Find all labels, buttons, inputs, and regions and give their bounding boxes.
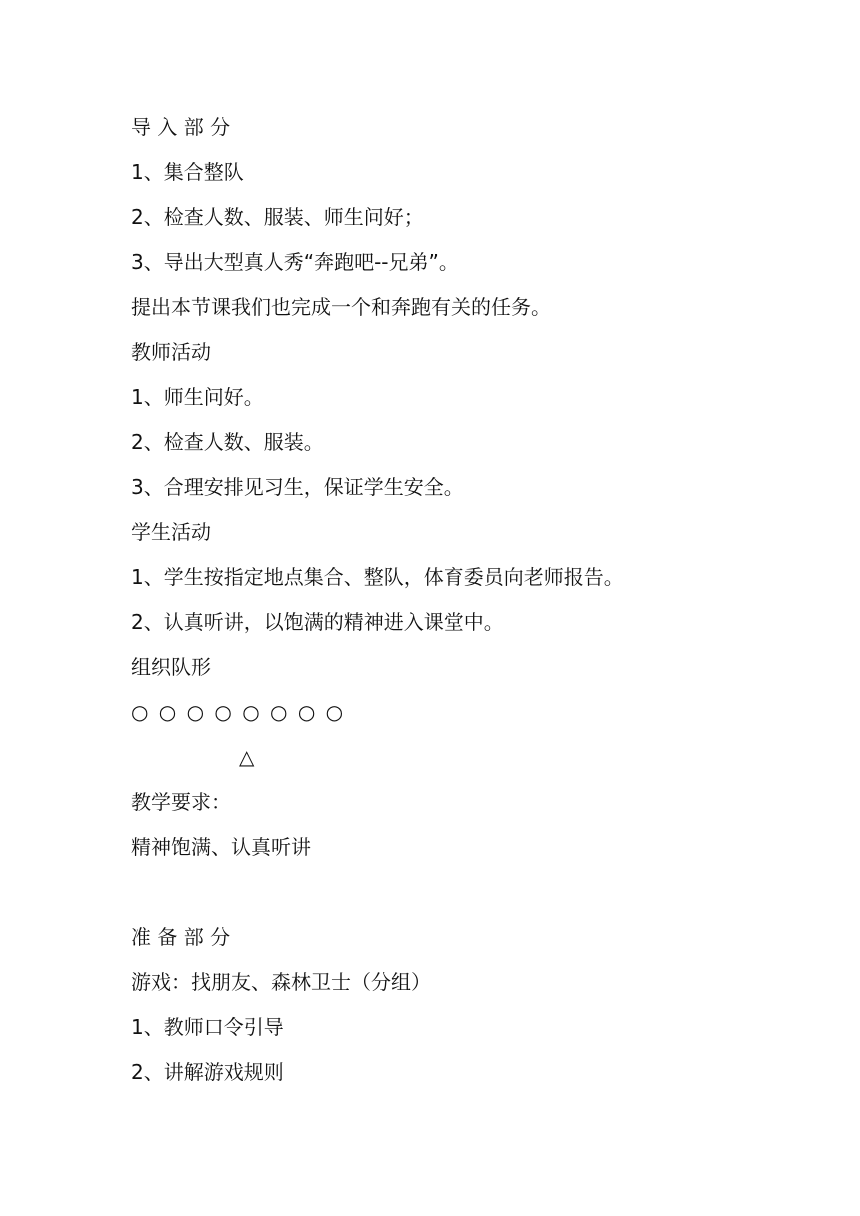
teacher-activity-item-2: 2、检查人数、服装。 [131, 430, 324, 454]
student-activity-item-1: 1、学生按指定地点集合、整队，体育委员向老师报告。 [131, 565, 624, 589]
formation-teacher: △ [239, 745, 255, 769]
teacher-activity-item-1: 1、师生问好。 [131, 385, 264, 409]
intro-line-1: 1、集合整队 [131, 160, 244, 184]
requirements-text: 精神饱满、认真听讲 [131, 835, 311, 859]
section-heading-intro: 导 入 部 分 [131, 115, 231, 139]
preparation-line-2: 1、教师口令引导 [131, 1015, 284, 1039]
teacher-activity-title: 教师活动 [131, 340, 211, 364]
student-activity-item-2: 2、认真听讲，以饱满的精神进入课堂中。 [131, 610, 504, 634]
preparation-line-1: 游戏：找朋友、森林卫士（分组） [131, 970, 431, 994]
teacher-activity-item-3: 3、合理安排见习生，保证学生安全。 [131, 475, 464, 499]
student-activity-title: 学生活动 [131, 520, 211, 544]
preparation-line-3: 2、讲解游戏规则 [131, 1060, 284, 1084]
requirements-title: 教学要求： [131, 790, 231, 814]
formation-title: 组织队形 [131, 655, 211, 679]
intro-line-4: 提出本节课我们也完成一个和奔跑有关的任务。 [131, 295, 551, 319]
formation-students: ○ ○ ○ ○ ○ ○ ○ ○ [131, 700, 346, 724]
intro-line-3: 3、导出大型真人秀“奔跑吧--兄弟”。 [131, 250, 459, 274]
intro-line-2: 2、检查人数、服装、师生问好； [131, 205, 424, 229]
section-heading-preparation: 准 备 部 分 [131, 925, 231, 949]
